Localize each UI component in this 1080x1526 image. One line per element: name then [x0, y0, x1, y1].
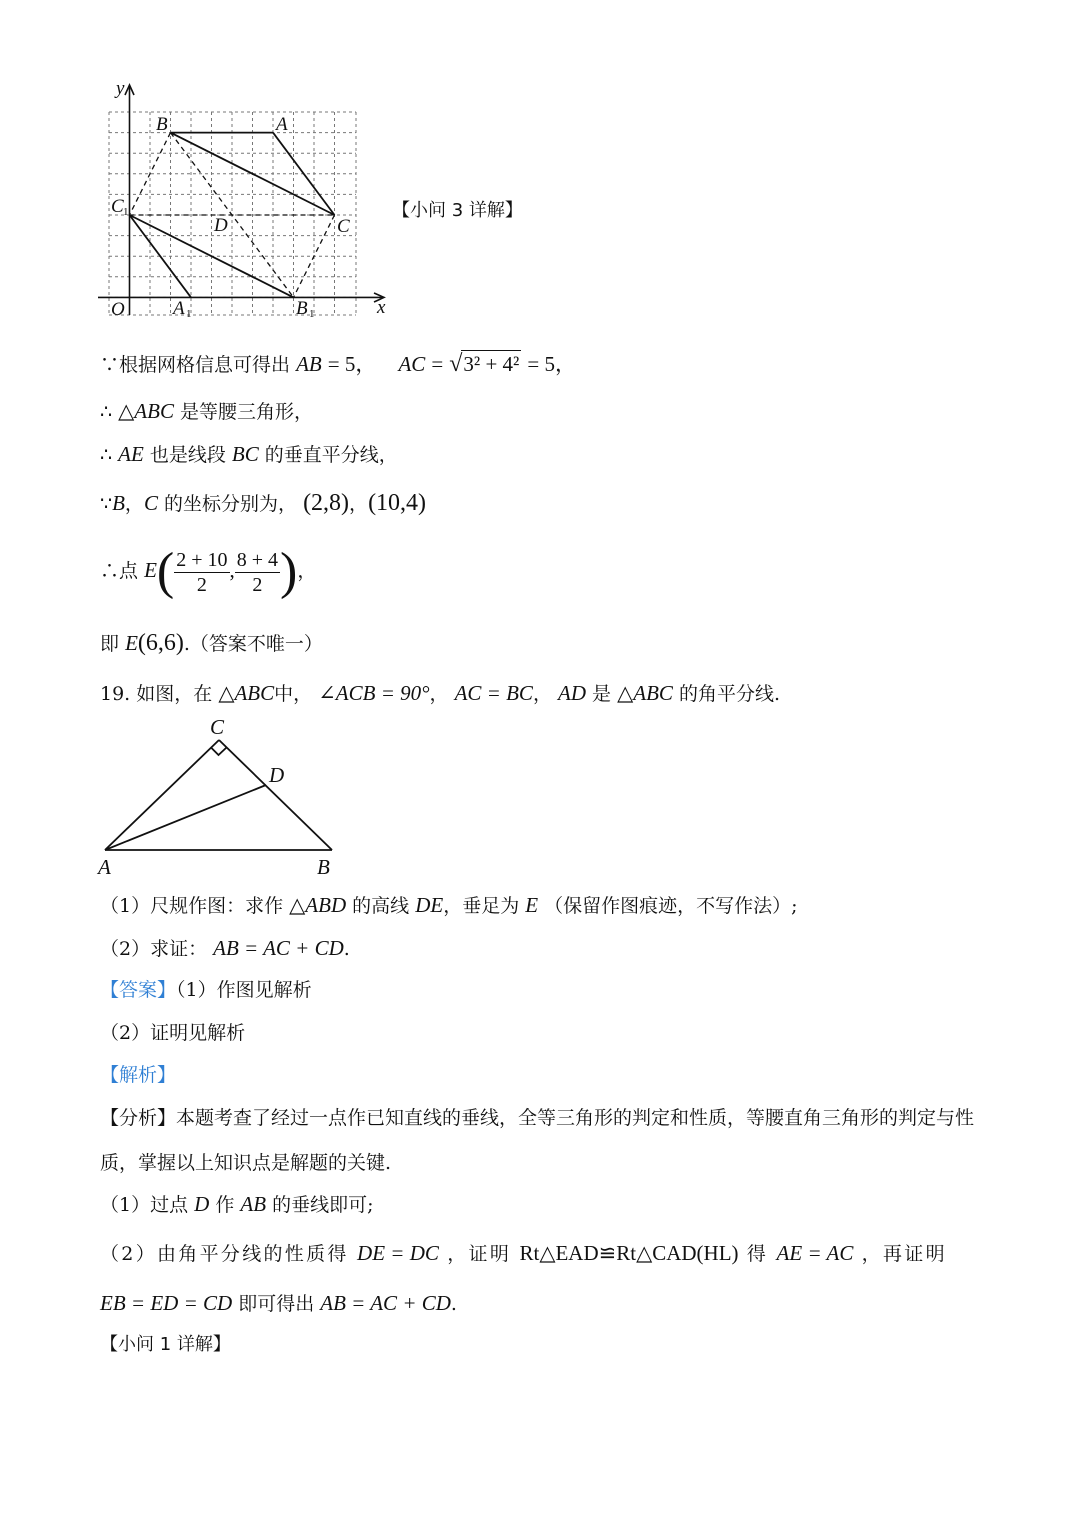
label-O: O — [111, 299, 125, 320]
analysis-line-1: 【分析】本题考查了经过一点作已知直线的垂线，全等三角形的判定和性质，等腰直角三角形的判定与性 — [100, 1107, 975, 1129]
label-A1: A — [173, 298, 185, 319]
label-B: B — [156, 114, 168, 135]
label-C1-sub: 1 — [123, 206, 129, 218]
fraction-x: $\frac{2 + 10}{2}$ — [176, 548, 228, 596]
q3-heading: 【小问 3 详解】 — [392, 200, 523, 221]
q1-heading: 【小问 1 详解】 — [100, 1334, 231, 1355]
solution-line-5: ∴点 E( $\frac{2 + 10}{2}$ , $\frac{8 + 4}{2}$ )， — [100, 543, 317, 600]
triangle-figure — [95, 712, 355, 882]
answer-line-2: （2）证明见解析 — [100, 1022, 246, 1044]
label-y: y — [116, 78, 125, 99]
label-A1-sub: 1 — [186, 308, 192, 320]
label-B1-sub: 1 — [309, 308, 315, 320]
label-D: D — [214, 215, 228, 236]
solution-line-3: ∴ AE 也是线段 BC 的垂直平分线， — [100, 442, 398, 466]
part-2-prompt: （2）求证： AB = AC + CD. — [100, 936, 350, 960]
sqrt-radicand: 3² + 4² — [463, 352, 520, 376]
dashed-segments — [130, 133, 335, 298]
solution-line-1: ∵根据网格信息可得出 AB = 5， AC = √3² + 4² = 5， — [100, 351, 576, 377]
fraction-y: $\frac{8 + 4}{2}$ — [236, 548, 279, 596]
answer-line: 【答案】（1）作图见解析 — [100, 979, 312, 1001]
analysis-step-2: （2）由角平分线的性质得 DE = DC ，证明 Rt△EAD≌Rt△CAD(HL) 得 AE = AC ，再证明 — [100, 1241, 947, 1265]
analysis-step-1: （1）过点 D 作 AB 的垂线即可; — [100, 1192, 374, 1216]
solution-line-6: 即 E(6,6).（答案不唯一） — [100, 630, 323, 656]
answer-tag: 【答案】 — [100, 979, 177, 1001]
analysis-step-3: EB = ED = CD 即可得出 AB = AC + CD. — [100, 1291, 457, 1315]
analysis-line-2: 质，掌握以上知识点是解题的关键. — [100, 1152, 392, 1174]
analysis-tag: 【解析】 — [100, 1064, 177, 1086]
part-1-prompt: （1）尺规作图：求作 △ABD 的高线 DE，垂足为 E （保留作图痕迹，不写作法）; — [100, 893, 798, 917]
label-A: A — [276, 114, 288, 135]
axes — [98, 85, 384, 315]
tri-label-D: D — [269, 763, 285, 787]
tri-label-A: A — [98, 855, 111, 879]
label-B1: B — [296, 298, 308, 319]
sqrt-sign: √ — [449, 351, 463, 377]
tri-label-B: B — [317, 855, 330, 879]
label-x: x — [377, 297, 386, 318]
label-C: C — [337, 216, 350, 237]
solution-line-2: ∴ △ABC 是等腰三角形， — [100, 399, 314, 423]
tri-label-C: C — [210, 715, 225, 739]
grid-lines — [109, 112, 356, 315]
question-19-stem: 19. 如图，在 △ABC中， ∠ACB = 90°， AC = BC， AD 是 △ABC 的角平分线. — [100, 681, 781, 705]
solution-line-4: ∵B，C 的坐标分别为， (2,8)，(10,4) — [100, 490, 427, 516]
coordinate-grid-figure — [90, 75, 400, 325]
label-C1: C — [111, 196, 124, 217]
